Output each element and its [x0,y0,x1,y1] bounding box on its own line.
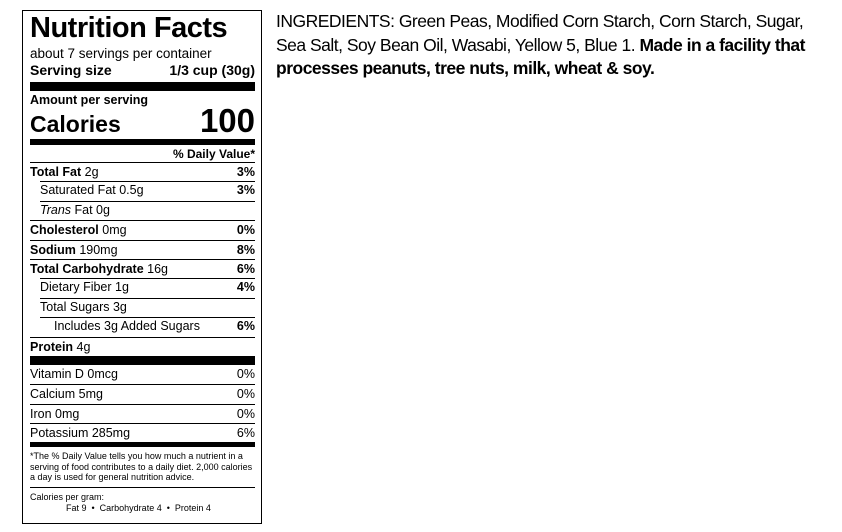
daily-value-footnote: *The % Daily Value tells you how much a nutrient in a serving of food contributes to a daily diet. 2,000 calories a day is used for general nutrition advice. [30,451,255,488]
calories-per-gram-label: Calories per gram: [30,491,105,502]
nutrient-label: Fat 0g [74,202,110,217]
serving-size-value: 1/3 cup (30g) [169,62,255,78]
nutrient-row-trans-fat [30,201,255,220]
nutrient-pct: 3% [236,183,255,198]
nutrient-label: Protein [30,339,74,354]
vitamin-pct: 0% [236,406,255,421]
nutrient-label: Saturated Fat 0.5g [40,183,144,198]
serving-size-label: Serving size [30,62,112,78]
nutrient-amount: 190mg [79,242,118,257]
calories-label: Calories [30,111,121,137]
thick-divider [30,82,255,91]
vitamin-pct: 6% [236,426,255,441]
daily-value-header: % Daily Value* [30,144,255,162]
nutrient-pct: 0% [236,223,255,238]
nutrient-label: Includes 3g Added Sugars [54,319,200,334]
nutrient-row-total-fat [30,162,255,181]
vitamin-label: Iron 0mg [30,406,80,421]
calories-value: 100 [199,102,255,139]
nutrient-label: Total Carbohydrate [30,261,144,276]
nutrient-label: Cholesterol [30,223,99,238]
nutrient-label: Total Fat [30,165,82,179]
nutrient-pct: 4% [236,280,255,295]
vitamin-row-vitamin-d [30,365,255,384]
vitamin-label: Vitamin D 0mcg [30,366,118,381]
vitamin-row-calcium [30,384,255,403]
vitamin-row-iron [30,404,255,423]
nutrient-amount: 4g [76,339,91,354]
nutrient-label: Total Sugars 3g [40,299,127,314]
vitamin-pct: 0% [236,366,255,381]
nutrient-row-sodium [30,240,255,259]
nutrient-amount: 2g [84,165,99,179]
vitamin-label: Potassium 285mg [30,426,131,441]
vitamin-label: Calcium 5mg [30,387,103,402]
ingredients-text: INGREDIENTS: Green Peas, Modified Corn Starch, Corn Starch, Sugar, Sea Salt, Soy Bean Oil, Wasabi, Yellow 5, Blue 1. [276,11,804,55]
nutrient-row-total-sugars [30,298,255,317]
ingredients-block [276,10,832,81]
nutrient-pct: 3% [236,165,255,179]
vitamin-row-potassium [30,423,255,442]
servings-per-container: about 7 servings per container [30,46,212,61]
thick-divider [30,356,255,365]
nutrient-label: Sodium [30,242,76,257]
nutrient-row-dietary-fiber [30,278,255,297]
nutrient-amount: 16g [147,261,169,276]
nutrient-pct: 6% [236,319,255,334]
calories-per-gram-values: Fat 9 • Carbohydrate 4 • Protein 4 [66,502,211,513]
nutrient-row-protein [30,337,255,356]
nutrition-facts-label [22,10,262,524]
nutrition-facts-title: Nutrition Facts [30,12,228,44]
serving-size-row [30,62,255,79]
allergen-statement: Made in a facility that processes peanuts, tree nuts, milk, wheat & soy. [276,34,805,78]
nutrient-row-saturated-fat [30,181,255,200]
medium-divider [30,442,255,447]
nutrient-row-added-sugars [30,317,255,336]
nutrient-pct: 6% [236,261,255,276]
nutrient-label: Dietary Fiber 1g [40,280,129,295]
nutrient-row-total-carbohydrate [30,259,255,278]
calories-per-gram [30,492,255,514]
nutrient-amount: 0mg [102,223,127,238]
vitamin-pct: 0% [236,387,255,402]
nutrient-pct: 8% [236,242,255,257]
nutrient-row-cholesterol [30,220,255,239]
amount-per-serving: Amount per serving [30,93,149,107]
calories-row [30,102,255,139]
nutrient-label-italic: Trans [40,202,72,217]
